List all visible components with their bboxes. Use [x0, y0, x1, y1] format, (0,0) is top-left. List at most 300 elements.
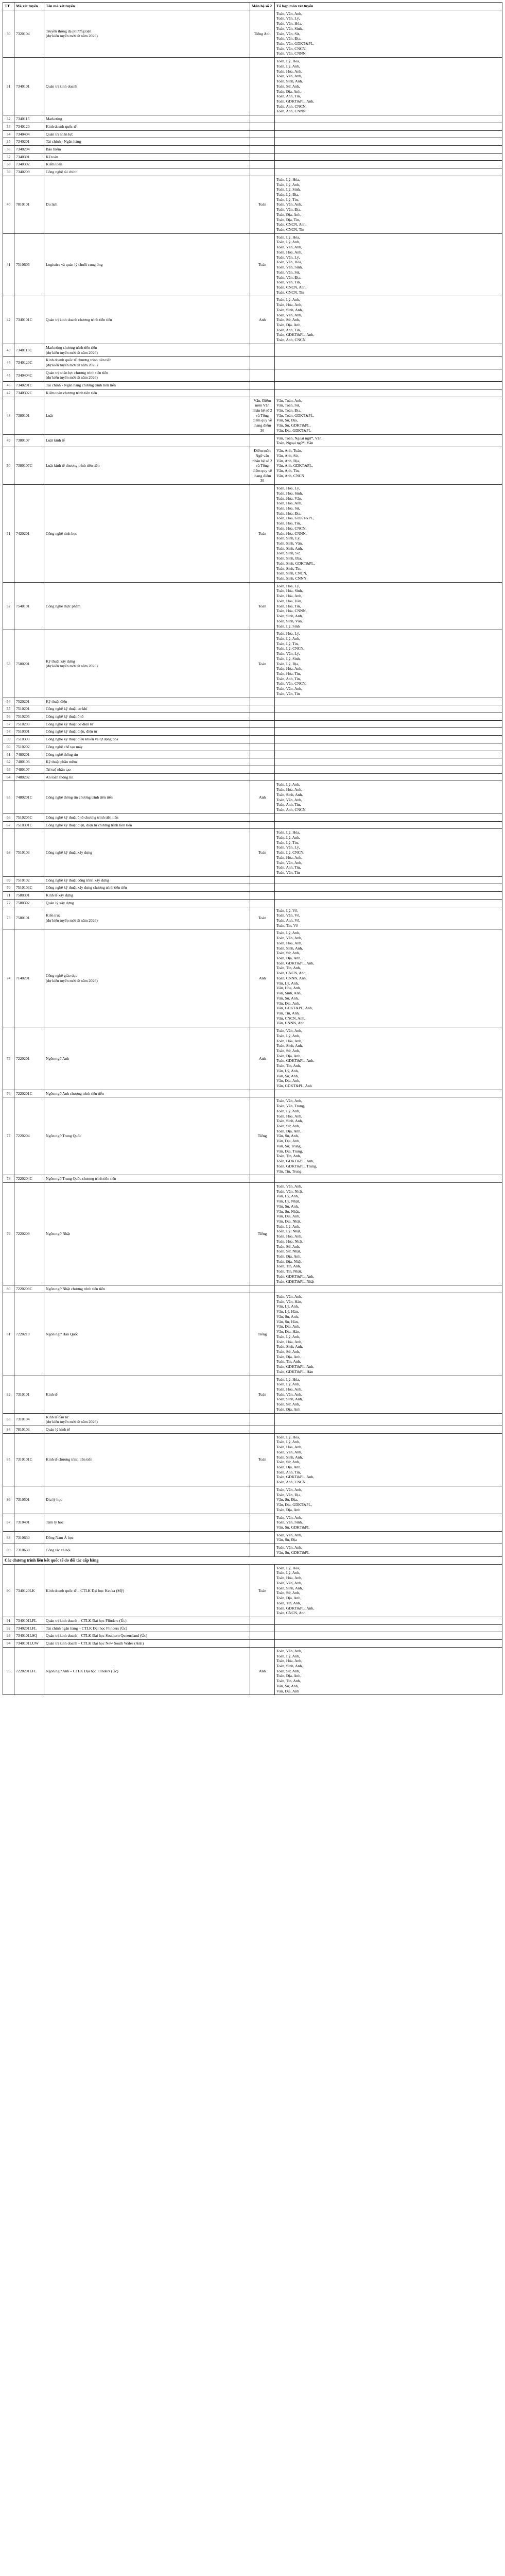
row-stt: 77 — [3, 1097, 14, 1175]
row-weighted-subject: Tiếng — [250, 1293, 275, 1376]
row-code: 7220209 — [14, 1182, 44, 1285]
row-name: Ngôn ngữ Nhật chương trình tiên tiến — [44, 1285, 250, 1293]
row-code: 7220204C — [14, 1175, 44, 1183]
row-weighted-subject: Toán — [250, 1564, 275, 1617]
row-code: 7310101C — [14, 1433, 44, 1486]
header-code: Mã xét tuyển — [14, 3, 44, 10]
row-code: 7340209 — [14, 168, 44, 176]
row-weighted-subject — [250, 743, 275, 751]
row-weighted-subject — [250, 1617, 275, 1624]
header-weighted-subject: Môn hệ số 2 — [250, 3, 275, 10]
table-row — [3, 1376, 502, 1413]
row-subject-combinations — [275, 773, 502, 781]
table-row — [3, 1514, 502, 1531]
row-stt: 35 — [3, 138, 14, 146]
row-name: Quản trị nhân lực — [44, 130, 250, 138]
table-row — [3, 153, 502, 161]
row-stt: 58 — [3, 728, 14, 736]
table-row — [3, 705, 502, 713]
row-code: 7140201 — [14, 929, 44, 1027]
row-stt: 93 — [3, 1632, 14, 1640]
table-row — [3, 773, 502, 781]
row-name: Công nghệ kỹ thuật ô tô — [44, 713, 250, 721]
row-stt: 84 — [3, 1426, 14, 1434]
row-code: 7340302C — [14, 389, 44, 397]
row-weighted-subject: Toán — [250, 582, 275, 630]
row-stt: 69 — [3, 876, 14, 884]
row-code: 7340302 — [14, 161, 44, 168]
row-subject-combinations: Toán, Văn, Anh, Toán, Văn, Lý, Toán, Văn, Hóa, Toán, Văn, Sinh, Toán, Văn, Sử, Toán, Văn, Địa, Toán, Văn, GDKT&PL, Toán, Văn, CNCN, Toán, Văn, CNNN — [275, 10, 502, 57]
table-row — [3, 698, 502, 705]
row-stt: 61 — [3, 751, 14, 758]
row-weighted-subject — [250, 876, 275, 884]
row-name: Logistics và quản lý chuỗi cung ứng — [44, 233, 250, 296]
table-row — [3, 1027, 502, 1090]
row-name: An toàn thông tin — [44, 773, 250, 781]
table-row — [3, 145, 502, 153]
table-row — [3, 1544, 502, 1556]
table-row — [3, 369, 502, 381]
row-stt: 34 — [3, 130, 14, 138]
row-code: 7340201LFL — [14, 1624, 44, 1632]
row-weighted-subject — [250, 892, 275, 900]
row-stt: 62 — [3, 758, 14, 766]
row-subject-combinations — [275, 814, 502, 821]
row-weighted-subject: Tiếng Anh — [250, 10, 275, 57]
row-name: Quản trị kinh doanh — [44, 58, 250, 115]
row-subject-combinations: Toán, Văn, Anh, Toán, Lý, Anh, Toán, Hóa, Anh, Toán, Sinh, Anh, Toán, Sử, Anh, Toán, Địa, Anh, Toán, GDKT&PL, Anh, Toán, Tin, Anh, Văn, Lý, Anh, Văn, Sử, Anh, Văn, Địa, Anh, Văn, GDKT&PL, Anh — [275, 1027, 502, 1090]
table-row — [3, 713, 502, 721]
row-name: Công tác xã hội — [44, 1544, 250, 1556]
row-code: 7340204 — [14, 145, 44, 153]
row-subject-combinations — [275, 382, 502, 389]
row-stt: 72 — [3, 899, 14, 907]
table-row — [3, 447, 502, 485]
row-subject-combinations — [275, 884, 502, 892]
row-subject-combinations: Văn, Toán, Anh, Văn, Toán, Sử, Văn, Toán, Địa, Văn, Toán, GDKT&PL, Văn, Sử, Địa, Văn, Sử, GDKT&PL, Văn, Địa, GDKT&PL — [275, 397, 502, 434]
row-code: 7580201 — [14, 630, 44, 698]
row-code: 7340404C — [14, 369, 44, 381]
row-code: 7520201 — [14, 698, 44, 705]
row-name: Quản trị kinh doanh chương trình tiên tiến — [44, 296, 250, 344]
row-stt: 68 — [3, 829, 14, 876]
row-stt: 38 — [3, 161, 14, 168]
row-stt: 74 — [3, 929, 14, 1027]
row-weighted-subject: Điểm môn Ngữ văn nhân hệ số 2 và Tổng điểm quy về thang điểm 30 — [250, 447, 275, 485]
row-code: 7510201 — [14, 705, 44, 713]
row-code: 7510303 — [14, 736, 44, 743]
row-name: Ngôn ngữ Nhật — [44, 1182, 250, 1285]
row-stt: 94 — [3, 1640, 14, 1648]
row-weighted-subject — [250, 698, 275, 705]
row-name: Quản lý xây dựng — [44, 899, 250, 907]
row-code: 7480107 — [14, 766, 44, 774]
row-code: 7580301 — [14, 892, 44, 900]
row-name: Công nghệ kỹ thuật ô tô chương trình tiên tiến — [44, 814, 250, 821]
row-name: Kỹ thuật phần mềm — [44, 758, 250, 766]
row-weighted-subject — [250, 705, 275, 713]
row-code: 7220209C — [14, 1285, 44, 1293]
row-weighted-subject — [250, 153, 275, 161]
table-row — [3, 233, 502, 296]
row-code: 7510205C — [14, 814, 44, 821]
row-subject-combinations — [275, 1413, 502, 1426]
row-weighted-subject: Anh — [250, 929, 275, 1027]
row-name: Tài chính - Ngân hàng chương trình tiên tiến — [44, 382, 250, 389]
row-subject-combinations — [275, 736, 502, 743]
row-code: 7510605 — [14, 233, 44, 296]
row-stt: 78 — [3, 1175, 14, 1183]
row-weighted-subject — [250, 434, 275, 447]
row-name: Quản lý kinh tế — [44, 1426, 250, 1434]
row-name: Trí tuệ nhân tạo — [44, 766, 250, 774]
table-row — [3, 1413, 502, 1426]
row-subject-combinations: Toán, Lý, Hóa, Toán, Lý, Anh, Toán, Hóa, Anh, Toán, Văn, Anh, Toán, Sinh, Anh, Toán, Sử, Anh, Toán, Địa, Anh — [275, 1376, 502, 1413]
row-name: Ngôn ngữ Trung Quốc — [44, 1097, 250, 1175]
row-weighted-subject: Toán — [250, 485, 275, 583]
row-subject-combinations — [275, 161, 502, 168]
row-stt: 79 — [3, 1182, 14, 1285]
row-subject-combinations — [275, 123, 502, 130]
row-stt: 51 — [3, 485, 14, 583]
table-row — [3, 1531, 502, 1544]
row-name: Ngôn ngữ Hàn Quốc — [44, 1293, 250, 1376]
row-weighted-subject: Anh — [250, 781, 275, 814]
row-code: 7380107C — [14, 447, 44, 485]
table-row — [3, 1647, 502, 1694]
table-row — [3, 929, 502, 1027]
row-code: 7510301 — [14, 728, 44, 736]
row-subject-combinations — [275, 705, 502, 713]
row-name: Kinh tế — [44, 1376, 250, 1413]
row-code: 7480201 — [14, 751, 44, 758]
table-row — [3, 892, 502, 900]
row-name: Quản trị kinh doanh – CTLK Đại học Flinders (Úc) — [44, 1617, 250, 1624]
table-row — [3, 821, 502, 829]
table-row — [3, 1624, 502, 1632]
row-weighted-subject — [250, 1531, 275, 1544]
row-subject-combinations — [275, 153, 502, 161]
row-code: 7380101 — [14, 397, 44, 434]
row-subject-combinations: Văn, Anh, Toán, Văn, Anh, Sử, Văn, Anh, Địa, Văn, Anh, GDKT&PL, Văn, Anh, Tin, Văn, Anh, CNCN — [275, 447, 502, 485]
table-row — [3, 344, 502, 356]
row-code: 7510202 — [14, 743, 44, 751]
row-code: 7510205 — [14, 713, 44, 721]
row-name: Đông Nam Á học — [44, 1531, 250, 1544]
row-weighted-subject: Toán — [250, 829, 275, 876]
row-subject-combinations: Toán, Văn, Anh, Toán, Văn, Hàn, Văn, Lý, Anh, Văn, Lý, Hàn, Văn, Sử, Anh, Văn, Sử, Hàn, Văn, Địa, Anh, Văn, Địa, Hàn, Toán, Lý, Anh, Toán, Hóa, Anh, Toán, Sinh, Anh, Toán, Sử, Anh, Toán, Địa, Anh, Toán, Tin, Anh, Toán, GDKT&PL, Anh, Toán, GDKT&PL, Hàn — [275, 1293, 502, 1376]
row-weighted-subject: Toán — [250, 630, 275, 698]
row-code: 7310104 — [14, 1413, 44, 1426]
row-code: 7510301C — [14, 821, 44, 829]
row-weighted-subject — [250, 145, 275, 153]
table-row — [3, 720, 502, 728]
row-name: Kinh tế xây dựng — [44, 892, 250, 900]
row-weighted-subject — [250, 814, 275, 821]
row-weighted-subject: Tiếng — [250, 1097, 275, 1175]
row-weighted-subject — [250, 1514, 275, 1531]
row-stt: 39 — [3, 168, 14, 176]
row-stt: 88 — [3, 1531, 14, 1544]
row-name: Kỹ thuật xây dựng (dự kiến tuyển mới từ năm 2026) — [44, 630, 250, 698]
row-code: 7480202 — [14, 773, 44, 781]
row-subject-combinations — [275, 766, 502, 774]
row-subject-combinations: Toán, Lý, Hóa, Toán, Lý, Anh, Toán, Hóa, Anh, Toán, Văn, Anh, Toán, Sinh, Anh, Toán, Sử, Anh, Toán, Địa, Anh, Toán, Anh, Tin, Toán, GDKT&PL, Anh, Toán, Anh, CNCN — [275, 1433, 502, 1486]
row-code: 7340101LSQ — [14, 1632, 44, 1640]
row-stt: 89 — [3, 1544, 14, 1556]
admissions-table-page — [3, 2, 502, 1695]
row-code: 7320104 — [14, 10, 44, 57]
row-code: 7220201LFL — [14, 1647, 44, 1694]
row-code: 7340404 — [14, 130, 44, 138]
table-row — [3, 751, 502, 758]
table-row — [3, 1293, 502, 1376]
row-subject-combinations — [275, 369, 502, 381]
row-subject-combinations — [275, 357, 502, 369]
row-weighted-subject — [250, 1175, 275, 1183]
row-subject-combinations: Toán, Lý, Hóa, Toán, Lý, Anh, Toán, Lý, Sinh, Toán, Lý, Địa, Toán, Lý, Tin, Toán, Văn, Anh, Toán, Văn, Địa, Toán, Địa, Anh, Toán, Địa, Tin, Toán, CNCN, Anh, Toán, CNCN, Tin — [275, 176, 502, 233]
table-row — [3, 758, 502, 766]
row-subject-combinations — [275, 1617, 502, 1624]
row-subject-combinations: Toán, Văn, Anh, Toán, Văn, Sinh, Văn, Sử, GDKT&PL — [275, 1514, 502, 1531]
table-row — [3, 382, 502, 389]
row-subject-combinations — [275, 1175, 502, 1183]
row-stt: 75 — [3, 1027, 14, 1090]
row-weighted-subject — [250, 1486, 275, 1514]
row-name: Quản trị nhân lực chương trình tiên tiến (dự kiến tuyển mới từ năm 2026) — [44, 369, 250, 381]
row-name: Marketing chương trình tiên tiến (dự kiến tuyển mới từ năm 2026) — [44, 344, 250, 356]
row-subject-combinations — [275, 758, 502, 766]
row-weighted-subject — [250, 369, 275, 381]
row-code: 7340101LUW — [14, 1640, 44, 1648]
row-weighted-subject — [250, 773, 275, 781]
row-weighted-subject — [250, 161, 275, 168]
table-row — [3, 1175, 502, 1183]
table-row — [3, 781, 502, 814]
row-weighted-subject: Toán — [250, 233, 275, 296]
row-subject-combinations: Toán, Hóa, Lý, Toán, Hóa, Sinh, Toán, Hóa, Anh, Toán, Hóa, Văn, Toán, Hóa, Tin, Toán, Hóa, CNNN, Toán, Sinh, Anh, Toán, Sinh, Văn, Toán, Lý, Sinh — [275, 582, 502, 630]
row-name: Kinh tế chương trình tiên tiến — [44, 1433, 250, 1486]
row-weighted-subject — [250, 1624, 275, 1632]
row-name: Ngôn ngữ Anh — [44, 1027, 250, 1090]
row-name: Kiến trúc (dự kiến tuyển mới từ năm 2026) — [44, 907, 250, 929]
row-stt: 64 — [3, 773, 14, 781]
row-weighted-subject — [250, 168, 275, 176]
row-subject-combinations: Toán, Hóa, Lý, Toán, Lý, Anh, Toán, Lý, Tin, Toán, Lý, CNCN, Toán, Văn, Lý, Toán, Lý, Sinh, Toán, Lý, Địa, Toán, Hóa, Anh, Toán, Hóa, Tin, Toán, Anh, Tin, Toán, Văn, CNCN, Toán, Văn, Anh, Toán, Văn, Tin — [275, 630, 502, 698]
table-row — [3, 1182, 502, 1285]
row-stt: 49 — [3, 434, 14, 447]
row-subject-combinations — [275, 1285, 502, 1293]
row-name: Truyền thông đa phương tiện (dự kiến tuyển mới từ năm 2026) — [44, 10, 250, 57]
table-row — [3, 115, 502, 123]
row-weighted-subject — [250, 1426, 275, 1434]
table-row — [3, 296, 502, 344]
row-name: Luật — [44, 397, 250, 434]
row-subject-combinations — [275, 115, 502, 123]
row-stt: 36 — [3, 145, 14, 153]
row-weighted-subject: Anh — [250, 296, 275, 344]
row-stt: 71 — [3, 892, 14, 900]
row-stt: 85 — [3, 1433, 14, 1486]
row-name: Công nghệ sinh học — [44, 485, 250, 583]
row-code: 7340120 — [14, 123, 44, 130]
row-name: Kế toán — [44, 153, 250, 161]
row-stt: 59 — [3, 736, 14, 743]
row-code: 7340115 — [14, 115, 44, 123]
row-name: Kinh doanh quốc tế chương trình tiên tiến (dự kiến tuyển mới từ năm 2026) — [44, 357, 250, 369]
table-row — [3, 485, 502, 583]
row-subject-combinations: Toán, Lý, Vẽ, Toán, Văn, Vẽ, Toán, Anh, Vẽ, Toán, Tin, Vẽ — [275, 907, 502, 929]
row-code: 7580302 — [14, 899, 44, 907]
row-stt: 67 — [3, 821, 14, 829]
row-code: 7220204 — [14, 1097, 44, 1175]
row-stt: 86 — [3, 1486, 14, 1514]
row-code: 7340115C — [14, 344, 44, 356]
row-weighted-subject — [250, 389, 275, 397]
row-weighted-subject: Toán — [250, 176, 275, 233]
row-name: Kiểm toán — [44, 161, 250, 168]
row-code: 7310630 — [14, 1531, 44, 1544]
row-subject-combinations: Toán, Lý, Hóa, Toán, Lý, Anh, Toán, Văn, Anh, Toán, Hóa, Anh, Toán, Văn, Lý, Toán, Văn, Hóa, Toán, Văn, Sinh, Toán, Văn, Sử, Toán, Văn, Địa, Toán, Văn, Tin, Toán, CNCN, Anh, Toán, CNCN, Tin — [275, 233, 502, 296]
table-row — [3, 814, 502, 821]
table-row — [3, 357, 502, 369]
row-weighted-subject — [250, 357, 275, 369]
table-row — [3, 736, 502, 743]
table-row — [3, 1632, 502, 1640]
row-name: Marketing — [44, 115, 250, 123]
table-row — [3, 899, 502, 907]
row-weighted-subject — [250, 1413, 275, 1426]
section-row — [3, 1556, 502, 1564]
row-subject-combinations: Toán, Văn, Anh, Toán, Văn, Trung, Toán, Lý, Anh, Toán, Hóa, Anh, Toán, Sinh, Anh, Toán, Sử, Anh, Toán, Địa, Anh, Văn, Sử, Anh, Văn, Địa, Anh, Văn, Sử, Trung, Văn, Địa, Trung, Toán, Tin, Anh, Toán, GDKT&PL, Anh, Toán, GDKT&PL, Trung, Văn, Tin, Trung — [275, 1097, 502, 1175]
row-stt: 32 — [3, 115, 14, 123]
row-stt: 87 — [3, 1514, 14, 1531]
table-row — [3, 1617, 502, 1624]
row-stt: 42 — [3, 296, 14, 344]
table-row — [3, 168, 502, 176]
table-row — [3, 123, 502, 130]
row-name: Công nghệ kỹ thuật cơ điện tử — [44, 720, 250, 728]
row-subject-combinations — [275, 1640, 502, 1648]
row-stt: 82 — [3, 1376, 14, 1413]
row-stt: 76 — [3, 1090, 14, 1097]
row-subject-combinations: Toán, Văn, Anh, Văn, Sử, Địa — [275, 1531, 502, 1544]
table-row — [3, 1426, 502, 1434]
row-name: Kiểm toán chương trình tiên tiến — [44, 389, 250, 397]
row-weighted-subject: Văn, Điểm môn Văn nhân hệ số 2 và Tổng điểm quy về thang điểm 30 — [250, 397, 275, 434]
row-code: 7220201C — [14, 1090, 44, 1097]
table-row — [3, 766, 502, 774]
row-name: Công nghệ giáo dục (dự kiến tuyển mới từ năm 2026) — [44, 929, 250, 1027]
row-subject-combinations — [275, 892, 502, 900]
row-subject-combinations — [275, 698, 502, 705]
row-weighted-subject — [250, 728, 275, 736]
row-name: Công nghệ kỹ thuật điều khiển và tự động hóa — [44, 736, 250, 743]
row-name: Công nghệ thông tin chương trình tiên tiến — [44, 781, 250, 814]
table-row — [3, 397, 502, 434]
row-code: 7340120LK — [14, 1564, 44, 1617]
row-stt: 43 — [3, 344, 14, 356]
row-name: Tài chính - Ngân hàng — [44, 138, 250, 146]
row-code: 7810101 — [14, 176, 44, 233]
row-name: Công nghệ thông tin — [44, 751, 250, 758]
row-weighted-subject — [250, 115, 275, 123]
row-subject-combinations — [275, 130, 502, 138]
row-weighted-subject — [250, 736, 275, 743]
table-row — [3, 1640, 502, 1648]
row-stt: 54 — [3, 698, 14, 705]
row-stt: 31 — [3, 58, 14, 115]
row-subject-combinations: Toán, Văn, Anh, Văn, Sử, GDKT&PL — [275, 1544, 502, 1556]
row-weighted-subject — [250, 130, 275, 138]
row-name: Công nghệ kỹ thuật điện, điện tử chương trình tiên tiến — [44, 821, 250, 829]
row-code: 7580101 — [14, 907, 44, 929]
table-row — [3, 161, 502, 168]
row-stt: 95 — [3, 1647, 14, 1694]
row-name: Tâm lý học — [44, 1514, 250, 1531]
row-code: 7480103 — [14, 758, 44, 766]
row-subject-combinations — [275, 1090, 502, 1097]
row-weighted-subject — [250, 713, 275, 721]
row-name: Tài chính ngân hàng – CTLK Đại học Flinders (Úc) — [44, 1624, 250, 1632]
table-row — [3, 728, 502, 736]
row-weighted-subject — [250, 884, 275, 892]
row-stt: 73 — [3, 907, 14, 929]
row-stt: 41 — [3, 233, 14, 296]
row-subject-combinations — [275, 1624, 502, 1632]
row-name: Công nghệ kỹ thuật điện, điện tử — [44, 728, 250, 736]
row-stt: 83 — [3, 1413, 14, 1426]
row-code: 7510103 — [14, 829, 44, 876]
header-stt: TT — [3, 3, 14, 10]
row-code: 7340120C — [14, 357, 44, 369]
row-weighted-subject: Toán — [250, 1376, 275, 1413]
row-stt: 30 — [3, 10, 14, 57]
row-stt: 66 — [3, 814, 14, 821]
row-subject-combinations: Toán, Lý, Anh, Toán, Hóa, Anh, Toán, Sinh, Anh, Toán, Văn, Anh, Toán, Anh, Tin, Toán, Anh, CNCN — [275, 781, 502, 814]
row-subject-combinations: Toán, Hóa, Lý, Toán, Hóa, Sinh, Toán, Hóa, Văn, Toán, Hóa, Anh, Toán, Hóa, Sử, Toán, Hóa, Địa, Toán, Hóa, GDKT&PL, Toán, Hóa, Tin, Toán, Hóa, CNCN, Toán, Hóa, CNNN, Toán, Sinh, Lý, Toán, Sinh, Văn, Toán, Sinh, Anh, Toán, Sinh, Sử, Toán, Sinh, Địa, Toán, Sinh, GDKT&PL, Toán, Sinh, Tin, Toán, Sinh, CNCN, Toán, Sinh, CNNN — [275, 485, 502, 583]
row-weighted-subject: Anh — [250, 1027, 275, 1090]
row-name: Luật kinh tế chương trình tiên tiến — [44, 447, 250, 485]
row-weighted-subject — [250, 1640, 275, 1648]
row-stt: 57 — [3, 720, 14, 728]
row-stt: 65 — [3, 781, 14, 814]
table-row — [3, 58, 502, 115]
table-row — [3, 1433, 502, 1486]
row-name: Luật kinh tế — [44, 434, 250, 447]
table-header-row — [3, 3, 502, 10]
row-name: Công nghệ thực phẩm — [44, 582, 250, 630]
row-code: 7510103C — [14, 884, 44, 892]
row-stt: 56 — [3, 713, 14, 721]
row-code: 7340201 — [14, 138, 44, 146]
row-code: 7810103 — [14, 1426, 44, 1434]
table-row — [3, 138, 502, 146]
row-subject-combinations: Toán, Văn, Anh, Toán, Lý, Anh, Toán, Hóa, Anh, Toán, Sinh, Anh, Toán, Sử, Anh, Toán, Địa, Anh, Toán, Tin, Anh, Văn, Sử, Anh, Văn, Địa, Anh — [275, 1647, 502, 1694]
row-stt: 37 — [3, 153, 14, 161]
row-code: 7310401 — [14, 1514, 44, 1531]
section-body — [3, 1556, 502, 1564]
table-row — [3, 1486, 502, 1514]
table-body-international — [3, 1564, 502, 1695]
row-subject-combinations: Toán, Lý, Anh, Toán, Văn, Anh, Toán, Hóa, Anh, Toán, Sinh, Anh, Toán, Sử, Anh, Toán, Địa, Anh, Toán, GDKT&PL, Anh, Toán, Tin, Anh, Toán, CNCN, Anh, Toán, CNNN, Anh, Văn, Lý, Anh, Văn, Hóa, Anh, Văn, Sinh, Anh, Văn, Sử, Anh, Văn, Địa, Anh, Văn, GDKT&PL, Anh, Văn, Tin, Anh, Văn, CNCN, Anh, Văn, CNNN, Anh — [275, 929, 502, 1027]
row-code: 7310101 — [14, 1376, 44, 1413]
row-weighted-subject — [250, 1632, 275, 1640]
row-name: Kinh doanh quốc tế – CTLK Đại học Keuka (Mỹ) — [44, 1564, 250, 1617]
row-weighted-subject — [250, 58, 275, 115]
row-stt: 48 — [3, 397, 14, 434]
table-row — [3, 10, 502, 57]
